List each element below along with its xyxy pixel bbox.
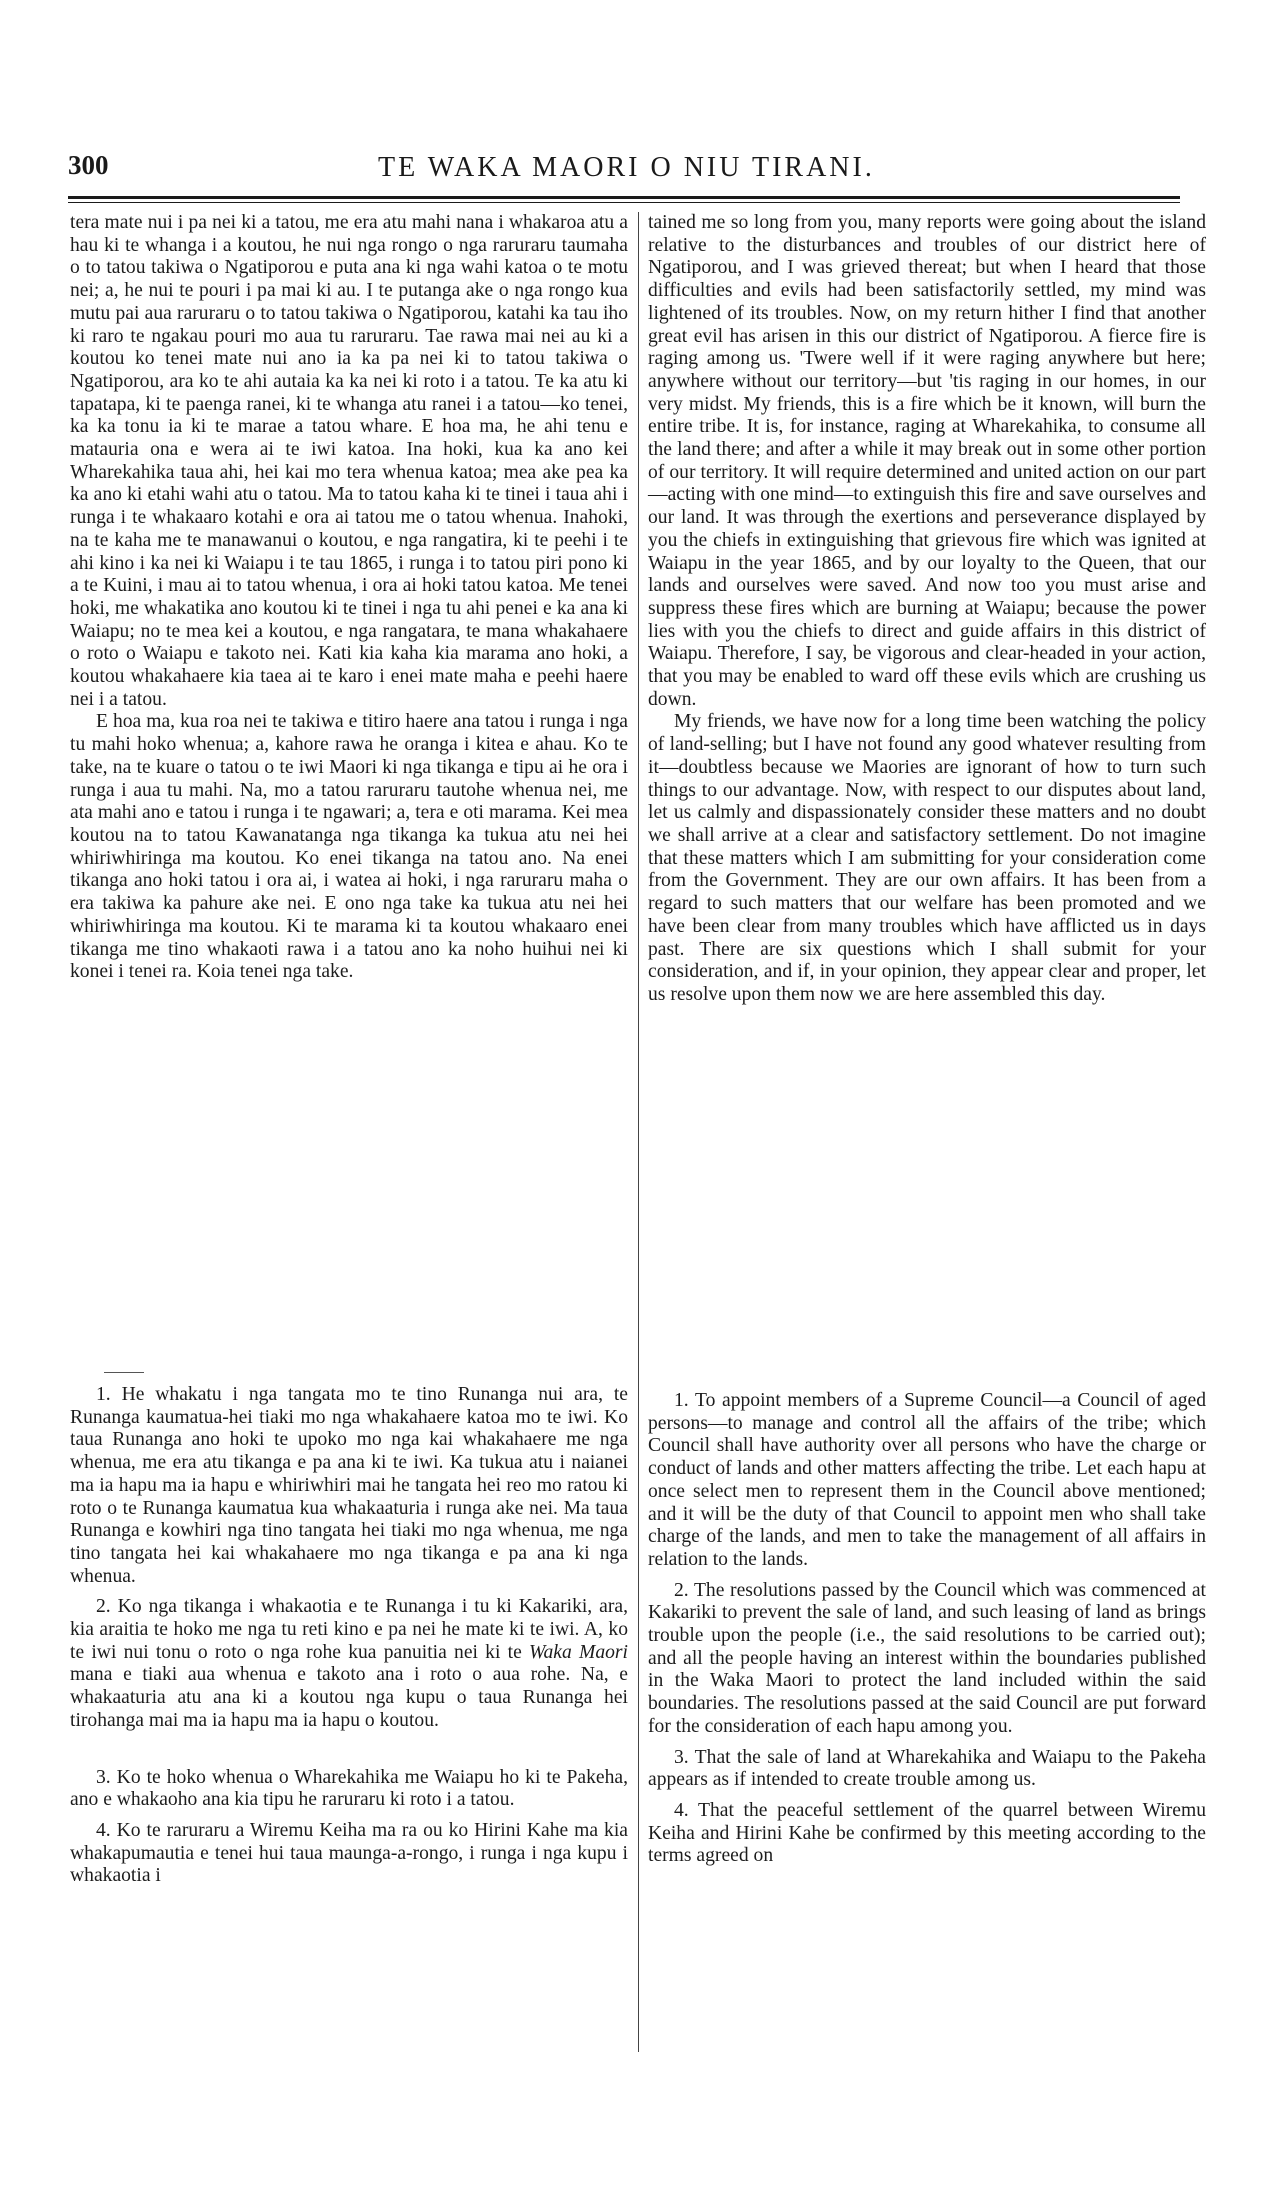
english-item: 2. The resolutions passed by the Council which was commenced at Kakariki to prevent the sale of land, and such leasing of land as brings trouble upon the people (i.e., the said resolutions to be carried out); and all the people having an interest within the boundaries published in the Waka Maori to protect the land included within the said boundaries. The resolutions passed at the said Council are put forward for the consideration of each hapu among you.: [648, 1579, 1206, 1737]
header-rule-thin: [68, 202, 1180, 203]
english-paragraph: My friends, we have now for a long time been watching the policy of land-selling; but I have not found any good whatever resulting from it—doubtless because we Maories are ignorant of how to turn such things to our advantage. Now, with respect to our disputes about land, let us calmly and dispassionately consider these matters and no doubt we shall arrive at a clear and satisfactory settlement. Do not imagine that these matters which I am submitting for your consideration come from the Government. They are our own affairs. It has been from a regard to such matters that our welfare has been promoted and we have been clear from many troubles which have afflicted us in days past. There are six questions which I shall submit for your consideration, and if, in your opinion, they appear clear and proper, let us resolve upon them now we are here assembled this day.: [648, 711, 1206, 1005]
maori-item: 4. Ko te raruraru a Wiremu Keiha ma ra ou ko Hirini Kahe ma kia whakapumautia e tenei hui taua maunga-a-rongo, i runga i nga kupu i whakaotia i: [70, 1819, 628, 1887]
english-item: 1. To appoint members of a Supreme Council—a Council of aged persons—to manage and control all the affairs of the tribe; which Council shall have authority over all persons who have the charge or conduct of lands and other matters affecting the tribe. Let each hapu at once select men to represent them in the Council above mentioned; and it will be the duty of that Council to appoint men who shall take charge of the lands, and men to take the management of all affairs in relation to the lands.: [648, 1390, 1206, 1570]
maori-item: 1. He whakatu i nga tangata mo te tino Runanga nui ara, te Runanga kaumatua-hei tiaki mo nga whakahaere katoa mo te iwi. Ko taua Runanga ano hoki te upoko mo nga kai whakahaere me nga whenua, me era atu tikanga e pa ana ki te iwi. Ka tukua atu i naianei ma ia hapu ma ia hapu e whiriwhiri mai he tangata hei reo mo ratou ki roto o te Runanga kaumatua kua whakaaturia i runga ake nei. Ma taua Runanga e kowhiri nga tino tangata hei tiaki mo nga whenua, me nga tino tangata hei kai whakahaere mo nga tikanga e pa ana ki nga whenua.: [70, 1384, 628, 1587]
english-item: 4. That the peaceful settlement of the quarrel between Wiremu Keiha and Hirini Kahe be confirmed by this meeting according to the terms agreed on: [648, 1799, 1206, 1867]
page-header: [68, 150, 1178, 190]
english-items-column: [648, 1390, 1206, 1876]
header-rule: [68, 196, 1180, 199]
english-intro-column: [648, 212, 1206, 1007]
maori-items-column: [70, 1384, 628, 1896]
maori-paragraph: E hoa ma, kua roa nei te takiwa e titiro haere ana tatou i runga i nga tu mahi hoko whenua; a, kahore rawa he oranga i kitea e ahau. Ko te take, na te kuare o tatou o te iwi Maori ki nga tikanga e tipu ai he ora i runga i aua tu mahi. Na, mo a tatou raruraru tautohe whenua nei, me ata mahi ano e tatou i runga i te ngawari; a, tera e oti marama. Kei mea koutou na to tatou Kawanatanga nga tikanga ka tukua atu nei hei whiriwhiringa ma koutou. Ko enei tikanga na tatou ano. Na enei tikanga ano hoki tatou i ora ai, i watea ai hoki, i nga raruraru maha o era takiwa ka pahure ake nei. E ono nga take ka tukua atu nei hei whiriwhiringa ma koutou. Ki te marama ki ta koutou whakaaro enei tikanga me tino whakaoti rawa i a tatou ano ka noho huihui nei ki konei i tenei ra. Koia tenei nga take.: [70, 711, 628, 983]
maori-item-text: 2. Ko nga tikanga i whakaotia e te Runanga i tu ki Kakariki, ara, kia araitia te hoko me nga tu reti kino e pa nei he mate ki te iwi. A, ko te iwi nui tonu o roto o nga rohe kua panuitia nei ki te: [70, 1596, 628, 1663]
page-title: TE WAKA MAORI O NIU TIRANI.: [378, 152, 875, 183]
maori-item-italic: Waka Maori: [528, 1641, 628, 1663]
maori-item: 3. Ko te hoko whenua o Wharekahika me Waiapu ho ki te Pakeha, ano e whakaoho ana kia tipu he raruraru ki roto i a tatou.: [70, 1766, 628, 1811]
page-number: 300: [68, 150, 109, 180]
column-divider: [638, 212, 639, 2052]
english-paragraph: tained me so long from you, many reports were going about the island relative to the disturbances and troubles of our district here of Ngatiporou, and I was grieved thereat; but when I heard that those difficulties and evils had been satisfactorily settled, my mind was lightened of its troubles. Now, on my return hither I find that another great evil has arisen in this our district of Ngatiporou. A fierce fire is raging among us. 'Twere well if it were raging anywhere but here; anywhere without our territory—but 'tis raging in our homes, in our very midst. My friends, this is a fire which be it known, will burn the entire tribe. It is, for instance, raging at Wharekahika, to consume all the land there; and after a while it may break out in some other portion of our territory. It will require determined and united action on our part—acting with one mind—to extinguish this fire and save ourselves and our land. It was through the exertions and perseverance displayed by you the chiefs in extinguishing that grievous fire which was ignited at Waiapu in the year 1865, and by our loyalty to the Queen, that our lands and ourselves were saved. And now too you must arise and suppress these fires which are burning at Waiapu; because the power lies with you the chiefs to direct and guide affairs in this district of Waiapu. Therefore, I say, be vigorous and clear-headed in your action, that you may be enabled to ward off these evils which are crushing us down.: [648, 212, 1206, 710]
maori-item-text: mana e tiaki aua whenua e takoto ana i roto o aua rohe. Na, e whakaaturia atu ana ki a koutou nga kupu o taua Runanga hei tirohanga mai ma ia hapu ma ia hapu o koutou.: [70, 1664, 628, 1731]
section-rule-left: [104, 1372, 144, 1373]
maori-paragraph: tera mate nui i pa nei ki a tatou, me era atu mahi nana i whakaroa atu a hau ki te whanga i a koutou, he nui nga rongo o nga raruraru taumaha o to tatou takiwa o Ngatiporou e puta ana ki nga wahi katoa o te motu nei; a, he nui te pouri i pa mai ki au. I te putanga ake o nga rongo kua mutu pai aua raruraru o to tatou takiwa o Ngatiporou, katahi ka tau iho ki raro te ngakau pouri mo aua tu raruraru. Tae rawa mai nei au ki a koutou ko tenei mate nui ano ia ka pa nei ki to tatou takiwa o Ngatiporou, ara ko te ahi autaia ka ka nei ki roto i a tatou. Te ka atu ki tapatapa, ki te paenga ranei, ki te whanga atu ranei i a tatou—ko tenei, ka ka tonu ia ki te marae a tatou whare. E hoa ma, he ahi tenu e matauria ona e wera ai te iwi katoa. Ina hoki, kua ka ano kei Wharekahika taua ahi, hei kai mo tera whenua katoa; mea ake pea ka ka ano ki etahi wahi atu o tatou. Ma to tatou kaha ki te tinei i taua ahi i runga i te whakaaro kotahi e ora ai tatou me o tatou whenua. Inahoki, na te kaha me te manawanui o koutou, e nga rangatira, ki te peehi i te ahi kino i ka nei ki Waiapu i te tau 1865, i runga i to tatou piri pono ki a te Kuini, i mau ai to tatou whenua, i ora ai hoki tatou katoa. Me tenei hoki, me whakatika ano koutou ki te tinei i nga tu ahi penei e ka ana ki Waiapu; no te mea kei a koutou, e nga rangatara, te mana whakahaere o roto o Waiapu e takoto nei. Kati kia kaha kia marama ano hoki, a koutou whakahaere kia taea ai te karo i enei mate maha e peehi haere nei i a tatou.: [70, 212, 628, 710]
maori-item: [70, 1596, 628, 1732]
maori-intro-column: [70, 212, 628, 984]
english-item: 3. That the sale of land at Wharekahika and Waiapu to the Pakeha appears as if intended to create trouble among us.: [648, 1746, 1206, 1791]
